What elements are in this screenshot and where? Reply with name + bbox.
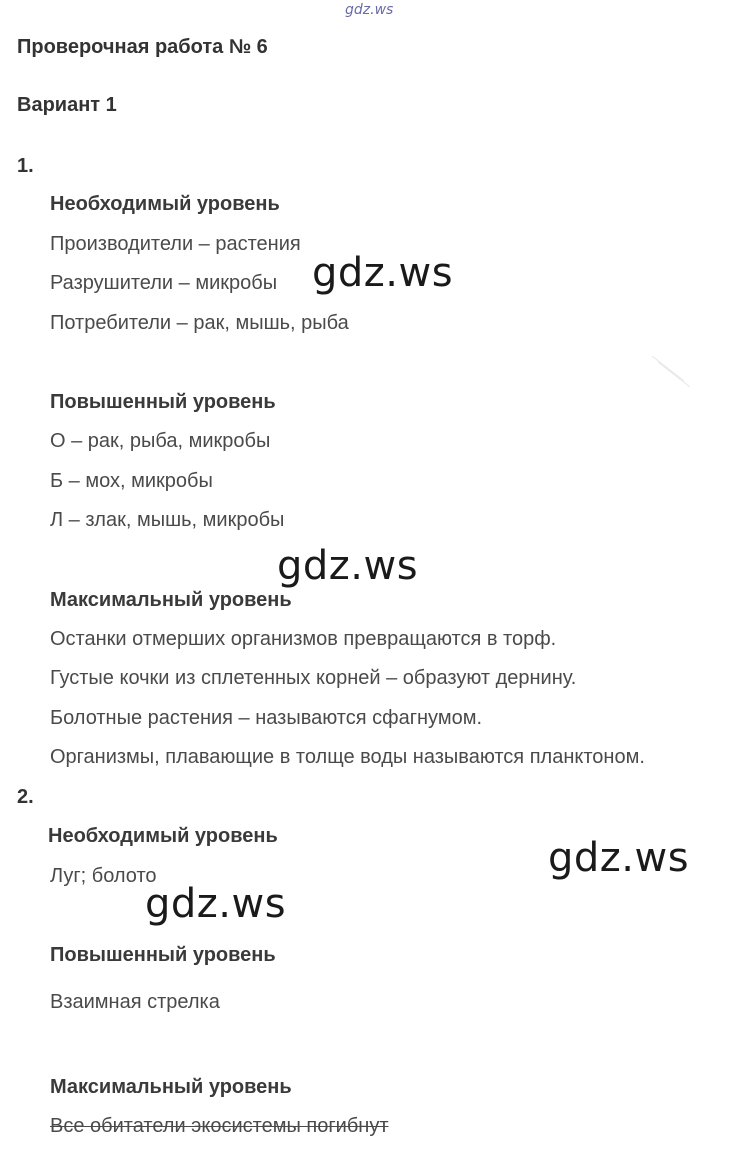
watermark: gdz.ws xyxy=(548,835,690,881)
task1-advanced-heading: Повышенный уровень xyxy=(50,391,276,413)
task1-required-heading: Необходимый уровень xyxy=(50,193,280,215)
task1-advanced-line: О – рак, рыба, микробы xyxy=(50,430,271,452)
watermark: gdz.ws xyxy=(145,881,287,927)
task-number-1: 1. xyxy=(17,155,34,177)
task2-required-heading: Необходимый уровень xyxy=(48,825,278,847)
task1-max-line: Густые кочки из сплетенных корней – образуют дернину. xyxy=(50,667,577,689)
page-title: Проверочная работа № 6 xyxy=(17,36,268,58)
task1-max-line: Останки отмерших организмов превращаются в торф. xyxy=(50,628,557,650)
variant-heading: Вариант 1 xyxy=(17,94,117,116)
task1-required-line: Производители – растения xyxy=(50,233,301,255)
scratch-mark xyxy=(658,362,690,387)
task1-advanced-line: Б – мох, микробы xyxy=(50,470,213,492)
watermark: gdz.ws xyxy=(312,250,454,296)
watermark: gdz.ws xyxy=(277,543,419,589)
task2-required-line: Луг; болото xyxy=(50,865,157,887)
task1-max-line: Организмы, плавающие в толще воды называются планктоном. xyxy=(50,746,645,768)
task1-max-line: Болотные растения – называются сфагнумом. xyxy=(50,707,483,729)
task2-advanced-line: Взаимная стрелка xyxy=(50,991,220,1013)
task2-advanced-heading: Повышенный уровень xyxy=(50,944,276,966)
watermark-top: gdz.ws xyxy=(345,2,394,18)
task1-advanced-line: Л – злак, мышь, микробы xyxy=(50,509,285,531)
task1-required-line: Разрушители – микробы xyxy=(50,272,278,294)
task2-max-heading: Максимальный уровень xyxy=(50,1076,292,1098)
task1-max-heading: Максимальный уровень xyxy=(50,589,292,611)
task2-max-line: Все обитатели экосистемы погибнут xyxy=(50,1115,389,1137)
task-number-2: 2. xyxy=(17,786,34,808)
task1-required-line: Потребители – рак, мышь, рыба xyxy=(50,312,349,334)
